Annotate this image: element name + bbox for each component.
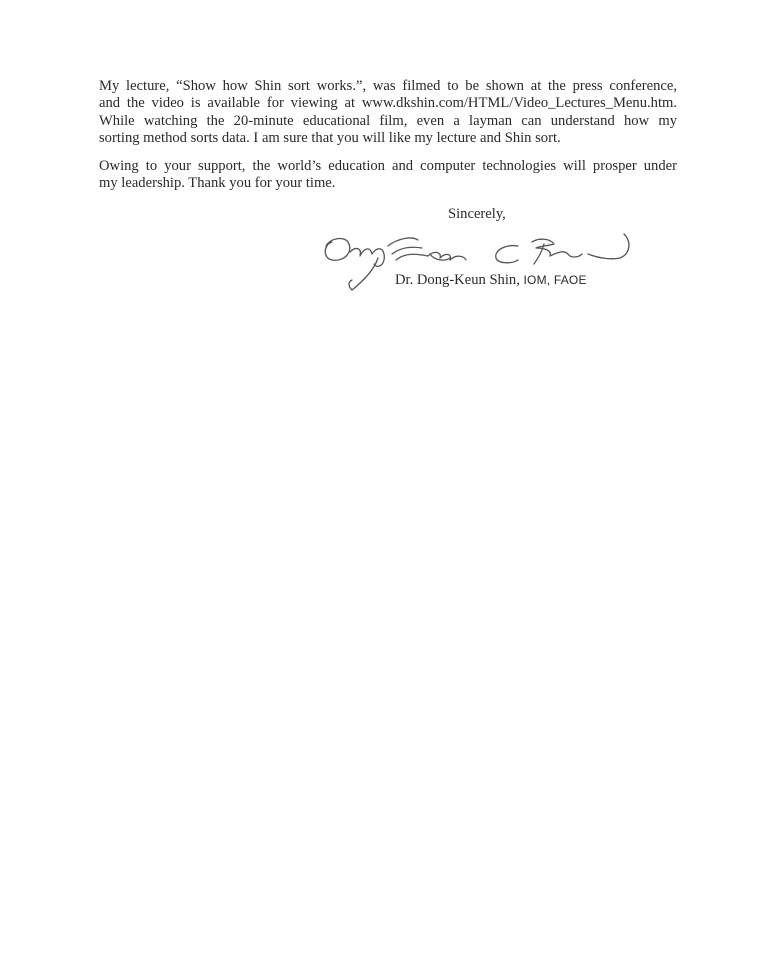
signer-credentials: IOM, FAOE: [523, 273, 587, 287]
signer-block: [395, 272, 587, 289]
signer-name: Dr. Dong-Keun Shin,: [395, 272, 520, 288]
paragraph-line: While watching the 20-minute educational film, even a layman can understand how my: [99, 112, 677, 129]
paragraph-line: and the video is available for viewing at www.dkshin.com/HTML/Video_Lectures_Menu.htm.: [99, 95, 677, 112]
paragraph-line: Owing to your support, the world’s education and computer technologies will prosper under: [99, 158, 677, 174]
paragraph-line: my leadership. Thank you for your time.: [99, 175, 336, 192]
paragraph-line: sorting method sorts data. I am sure that you will like my lecture and Shin sort.: [99, 130, 561, 147]
paragraph-lecture: [99, 78, 677, 148]
paragraph-thanks: [99, 158, 677, 193]
paragraph-line: My lecture, “Show how Shin sort works.”, was filmed to be shown at the press conference,: [99, 78, 677, 94]
closing-salutation: Sincerely,: [448, 206, 506, 222]
